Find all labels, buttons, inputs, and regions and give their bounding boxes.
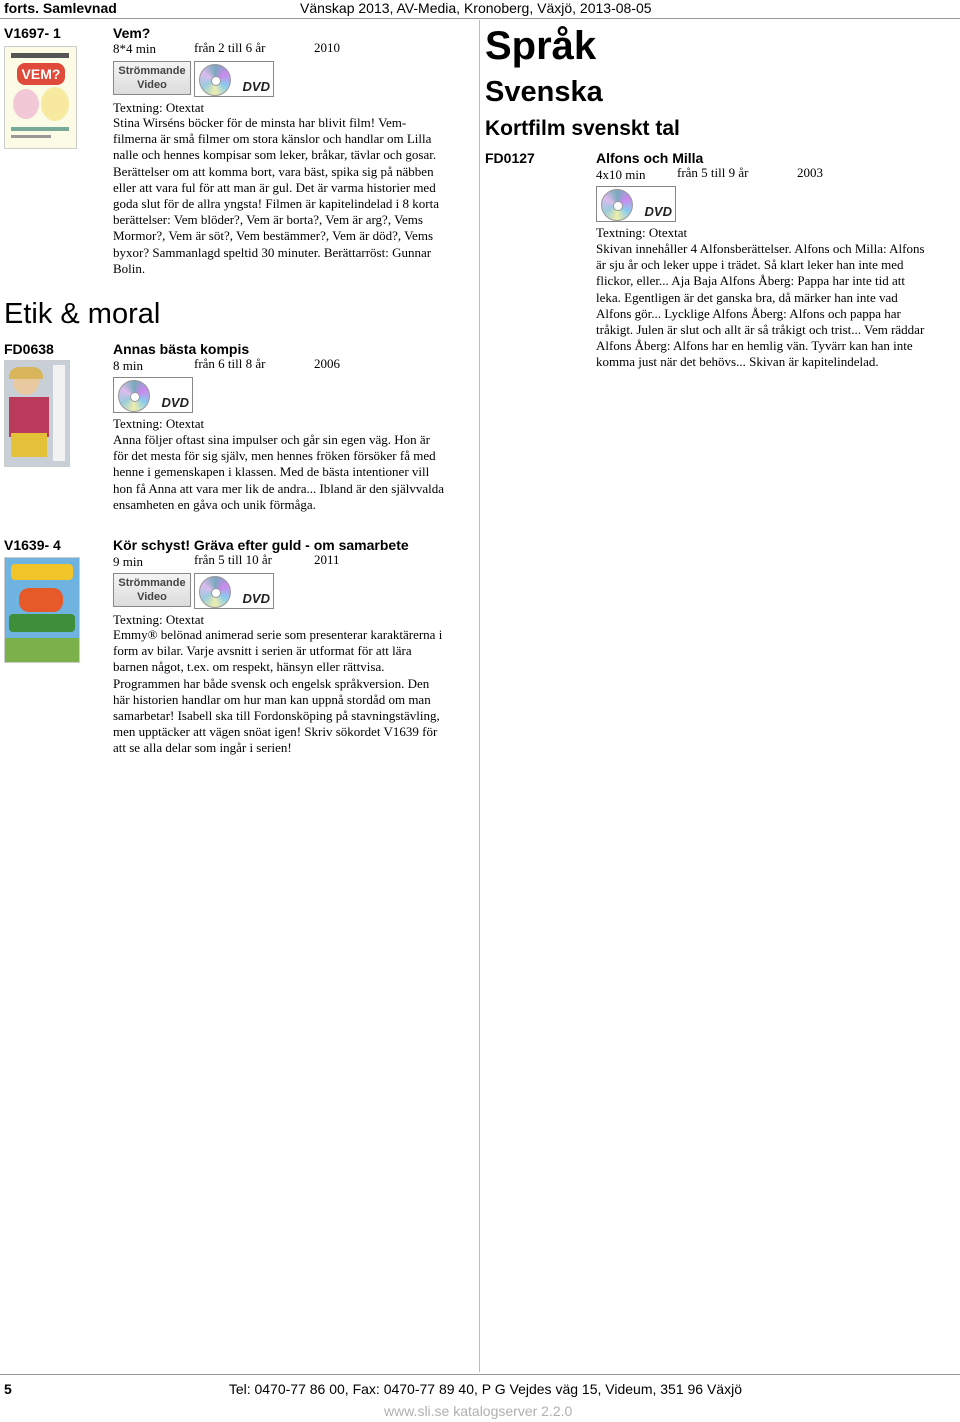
- dvd-label: DVD: [242, 591, 270, 606]
- item-description: Stina Wirséns böcker för de minsta har blivit film! Vem-filmerna är små filmer om stora känslor och handlar om Lilla nalle och hennes kompisar som leker, bråkar, tävlar och gosar. Berättelser om att komma bort, vara bäst, spika sig på näbben eller att vara ful för att man är gul. Det är varma historier med goda slut för de allra yngsta! Filmen är kapitelindelad i 8 korta berättelser: Vem blöder?, Vem är borta?, Vem är arg?, Vems Mormor?, Vem är söt?, Vem bestämmer?, Vem är död?, Vems byxor? Sammanlagd speltid 30 minuter. Berättarröst: Gunnar Bolin.: [113, 115, 439, 276]
- disc-icon: [118, 380, 150, 412]
- item-description: Emmy® belönad animerad serie som presenterar karaktärerna i form av bilar. Varje avsnitt i serien är utformat för att lära barnen något, t.ex. om respekt, hänsyn eller rättvisa. Programmen har både svensk och engelsk språkversion. Den här historien handlar om hur man kan uppnå stordåd om man samarbetar! Isabell ska till Fordonsköping på stavningstävling, men upptäcker att vägen snöat igen! Skriv sökordet V1639 för att se alla delar som ingår i serien!: [113, 627, 443, 756]
- disc-icon: [199, 576, 231, 608]
- disc-icon: [601, 189, 633, 221]
- footer-url: www.sli.se katalogserver 2.2.0: [384, 1403, 573, 1419]
- heading-kortfilm-svenskt-tal: Kortfilm svenskt tal: [485, 117, 680, 140]
- footer-divider: [0, 1374, 960, 1375]
- heading-sprak: Språk: [485, 24, 597, 68]
- streaming-video-badge: [113, 61, 191, 95]
- item-code: V1697- 1: [4, 25, 61, 41]
- item-year: 2010: [314, 40, 340, 55]
- item-title: Kör schyst! Gräva efter guld - om samarbete: [113, 537, 409, 553]
- dvd-label: DVD: [242, 79, 270, 94]
- item-duration: 8 min: [113, 358, 143, 373]
- item-code: V1639- 4: [4, 537, 61, 553]
- dvd-badge: [596, 186, 676, 222]
- item-year: 2011: [314, 552, 340, 567]
- streaming-badge-line2: Video: [137, 591, 167, 603]
- item-title: Alfons och Milla: [596, 150, 704, 166]
- disc-icon: [199, 64, 231, 96]
- cover-image-kor-schyst: [4, 557, 80, 663]
- item-age-range: från 5 till 9 år: [677, 165, 749, 180]
- dvd-label: DVD: [644, 204, 672, 219]
- item-age-range: från 6 till 8 år: [194, 356, 266, 371]
- item-duration: 9 min: [113, 554, 143, 569]
- streaming-badge-line1: Strömmande: [118, 577, 186, 589]
- item-code: FD0638: [4, 341, 54, 357]
- heading-svenska: Svenska: [485, 76, 603, 108]
- footer-contact: Tel: 0470-77 86 00, Fax: 0470-77 89 40, P G Vejdes väg 15, Videum, 351 96 Växjö: [228, 1381, 742, 1397]
- dvd-badge: [113, 377, 193, 413]
- item-code: FD0127: [485, 150, 535, 166]
- item-title: Annas bästa kompis: [113, 341, 250, 357]
- streaming-badge-line2: Video: [137, 79, 167, 91]
- item-age-range: från 5 till 10 år: [194, 552, 272, 567]
- header-catalog-info: Vänskap 2013, AV-Media, Kronoberg, Växjö, 2013-08-05: [300, 0, 652, 16]
- header-divider: [0, 18, 960, 19]
- item-year: 2003: [797, 165, 823, 180]
- cover-image-vem: [4, 46, 77, 149]
- cover-image-annas-basta-kompis: [4, 360, 70, 467]
- item-subtitles: Textning: Otextat: [113, 612, 205, 627]
- item-subtitles: Textning: Otextat: [113, 100, 205, 115]
- item-description: Anna följer oftast sina impulser och går sin egen väg. Hon är för det mesta för sig själv, men hennes fröken försöker få med henne i gemenskapen i klassen. Med de bästa intentioner vill hon få Anna att vara mer lik de andra... Ibland är den självvalda ensamheten en gåva och unik förmåga.: [113, 432, 445, 512]
- cover-title-text: VEM?: [17, 63, 65, 85]
- item-description: Skivan innehåller 4 Alfonsberättelser. Alfons och Milla: Alfons är sju år och leker uppe i trädet. Så klart leker han inte med flickor, eller... Aja Baja Alfons Åberg: Pappa har inte tid att leka. Egentligen är det ganska bra, då märker han inte vad Alfons gör... Lycklige Alfons Åberg: Alfons och pappa har tråkigt. Julen är slut och allt är så tråkigt och trist... Vem räddar Alfons Åberg: Alfons har en hemlig vän. Tyvärr kan han inte komma just när det behövs... Skivan är kapitelindelad.: [596, 241, 925, 370]
- dvd-label: DVD: [161, 395, 189, 410]
- item-year: 2006: [314, 356, 340, 371]
- dvd-badge: [194, 61, 274, 97]
- item-duration: 4x10 min: [596, 167, 646, 182]
- item-subtitles: Textning: Otextat: [596, 225, 688, 240]
- streaming-badge-line1: Strömmande: [118, 65, 186, 77]
- page-number: 5: [4, 1381, 12, 1397]
- dvd-badge: [194, 573, 274, 609]
- section-heading-etik-moral: Etik & moral: [4, 298, 161, 330]
- item-duration: 8*4 min: [113, 41, 156, 56]
- item-age-range: från 2 till 6 år: [194, 40, 266, 55]
- item-subtitles: Textning: Otextat: [113, 416, 205, 431]
- item-title: Vem?: [113, 25, 151, 41]
- column-divider: [479, 20, 480, 1372]
- header-section-label: forts. Samlevnad: [4, 0, 117, 16]
- streaming-video-badge: [113, 573, 191, 607]
